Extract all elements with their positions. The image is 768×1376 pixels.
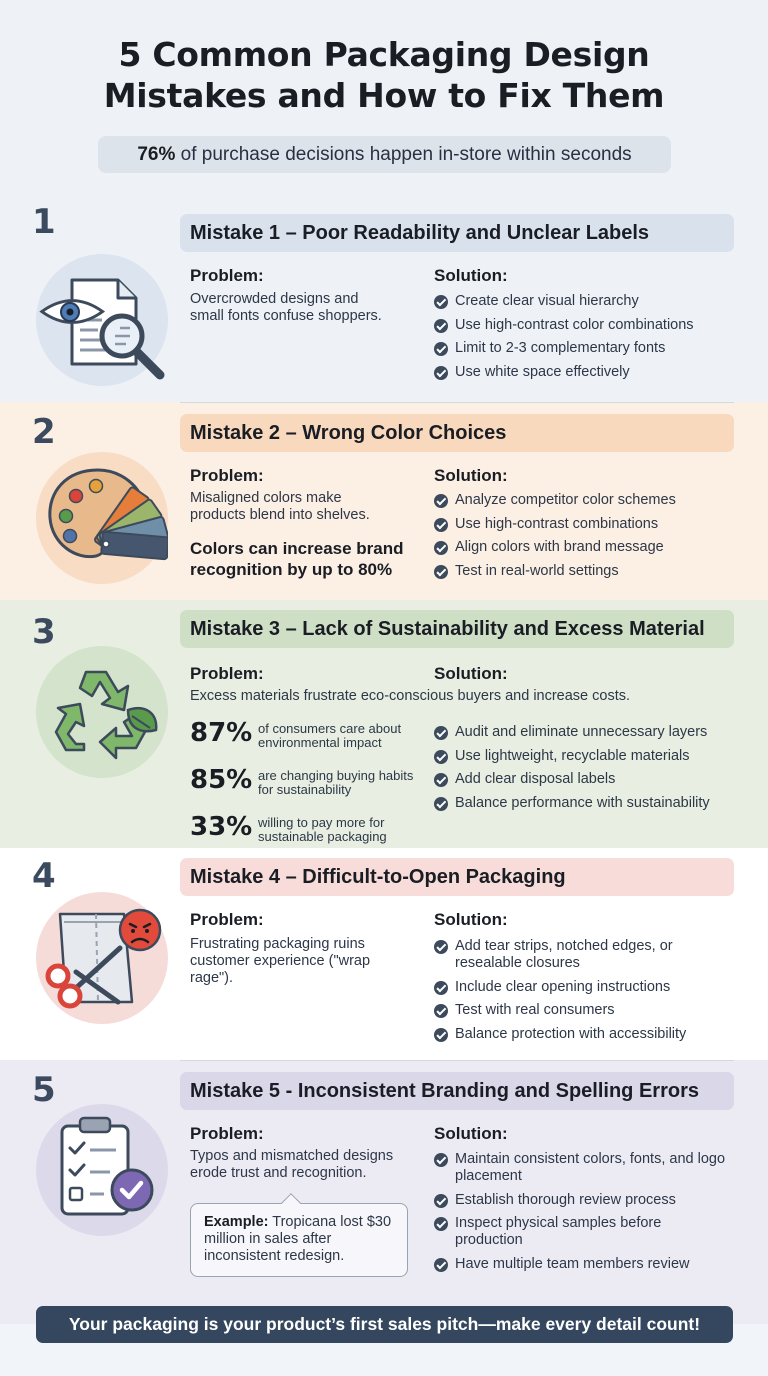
- mistake-section-5: [0, 1060, 768, 1324]
- check-icon: [434, 1217, 448, 1231]
- solution-list: [434, 1151, 730, 1279]
- stat-text: of consumers care about environmental impact: [258, 721, 402, 750]
- section-number: 1: [32, 202, 56, 242]
- mistake-title: Mistake 4 – Difficult-to-Open Packaging: [180, 858, 734, 896]
- check-icon: [434, 750, 448, 764]
- solution-item: Use high-contrast color combinations: [434, 317, 744, 334]
- problem-label: Problem:: [190, 466, 264, 485]
- solution-item: Balance performance with sustainability: [434, 795, 744, 812]
- check-icon: [434, 494, 448, 508]
- solution-item: Test with real consumers: [434, 1002, 730, 1019]
- palette-swatches-icon: [36, 452, 168, 584]
- check-icon: [434, 1028, 448, 1042]
- section-number: 3: [32, 612, 56, 652]
- check-icon: [434, 1194, 448, 1208]
- mistake-title: Mistake 5 - Inconsistent Branding and Spelling Errors: [180, 1072, 734, 1110]
- solution-list: [434, 492, 744, 586]
- solution-item: Maintain consistent colors, fonts, and logo placement: [434, 1151, 730, 1185]
- section-divider: [180, 402, 734, 403]
- check-icon: [434, 1153, 448, 1167]
- solution-list: [434, 938, 730, 1049]
- solution-item: Analyze competitor color schemes: [434, 492, 744, 509]
- solution-label: Solution:: [434, 1124, 508, 1143]
- check-icon: [434, 726, 448, 740]
- check-icon: [434, 541, 448, 555]
- problem-label: Problem:: [190, 266, 264, 285]
- solution-list: [434, 293, 744, 387]
- section-number: 5: [32, 1070, 56, 1110]
- problem-text: Misaligned colors make products blend into shelves.: [190, 490, 370, 523]
- mistake-section-4: [0, 848, 768, 1060]
- problem-text: Frustrating packaging ruins customer experience ("wrap rage").: [190, 936, 371, 986]
- stat-value: 33%: [190, 812, 253, 842]
- solution-item: Limit to 2-3 complementary fonts: [434, 340, 744, 357]
- solution-item: Include clear opening instructions: [434, 979, 730, 996]
- solution-item: Use white space effectively: [434, 364, 744, 381]
- problem-text: Excess materials frustrate eco-conscious buyers and increase costs.: [190, 688, 631, 704]
- recycle-leaf-icon: [36, 646, 168, 778]
- solution-item: Test in real-world settings: [434, 563, 744, 580]
- solution-item: Use high-contrast combinations: [434, 516, 744, 533]
- check-icon: [434, 981, 448, 995]
- solution-item: Have multiple team members review: [434, 1256, 730, 1273]
- stat-value: 87%: [190, 718, 253, 748]
- check-icon: [434, 342, 448, 356]
- solution-item: Balance protection with accessibility: [434, 1026, 730, 1043]
- check-icon: [434, 773, 448, 787]
- mistake-title: Mistake 1 – Poor Readability and Unclear Labels: [180, 214, 734, 252]
- check-icon: [434, 295, 448, 309]
- solution-item: Establish thorough review process: [434, 1192, 730, 1209]
- check-icon: [434, 1004, 448, 1018]
- headline-stat-pill: 76% of purchase decisions happen in-store within seconds: [98, 136, 671, 173]
- stat-text: are changing buying habits for sustainability: [258, 768, 414, 797]
- solution-item: Add clear disposal labels: [434, 771, 744, 788]
- problem-label: Problem:: [190, 664, 264, 683]
- check-icon: [434, 518, 448, 532]
- eye-document-magnifier-icon: [36, 254, 168, 386]
- example-callout: Example: Tropicana lost $30 million in sales after inconsistent redesign.: [190, 1203, 408, 1277]
- check-icon: [434, 1258, 448, 1272]
- problem-text: Typos and mismatched designs erode trust and recognition.: [190, 1148, 394, 1181]
- scissors-package-angry-face-icon: [36, 892, 168, 1024]
- problem-label: Problem:: [190, 1124, 264, 1143]
- header: [0, 0, 768, 196]
- solution-item: Create clear visual hierarchy: [434, 293, 744, 310]
- mistake-title: Mistake 3 – Lack of Sustainability and Excess Material: [180, 610, 734, 648]
- solution-label: Solution:: [434, 466, 508, 485]
- highlight-stat: Colors can increase brand recognition by up to 80%: [190, 539, 404, 579]
- check-icon: [434, 797, 448, 811]
- page-title: 5 Common Packaging Design Mistakes and How to Fix Them: [103, 35, 665, 115]
- problem-text: Overcrowded designs and small fonts confuse shoppers.: [190, 291, 382, 324]
- solution-item: Add tear strips, notched edges, or resealable closures: [434, 938, 730, 972]
- check-icon: [434, 565, 448, 579]
- solution-label: Solution:: [434, 266, 508, 285]
- section-divider: [180, 1060, 734, 1061]
- solution-item: Inspect physical samples before production: [434, 1215, 730, 1249]
- solution-item: Use lightweight, recyclable materials: [434, 748, 744, 765]
- mistake-section-3: [0, 600, 768, 848]
- check-icon: [434, 319, 448, 333]
- stat-value: 85%: [190, 765, 253, 795]
- solution-list: [434, 724, 744, 818]
- solution-item: Audit and eliminate unnecessary layers: [434, 724, 744, 741]
- problem-label: Problem:: [190, 910, 264, 929]
- footer-banner: Your packaging is your product’s first sales pitch—make every detail count!: [36, 1306, 733, 1343]
- solution-label: Solution:: [434, 664, 508, 683]
- solution-label: Solution:: [434, 910, 508, 929]
- stat-text: willing to pay more for sustainable packaging: [258, 815, 387, 844]
- section-number: 4: [32, 856, 56, 896]
- clipboard-checklist-icon: [36, 1104, 168, 1236]
- mistake-section-1: [0, 196, 768, 402]
- section-number: 2: [32, 412, 56, 452]
- check-icon: [434, 940, 448, 954]
- check-icon: [434, 366, 448, 380]
- mistake-title: Mistake 2 – Wrong Color Choices: [180, 414, 734, 452]
- solution-item: Align colors with brand message: [434, 539, 744, 556]
- mistake-section-2: [0, 402, 768, 600]
